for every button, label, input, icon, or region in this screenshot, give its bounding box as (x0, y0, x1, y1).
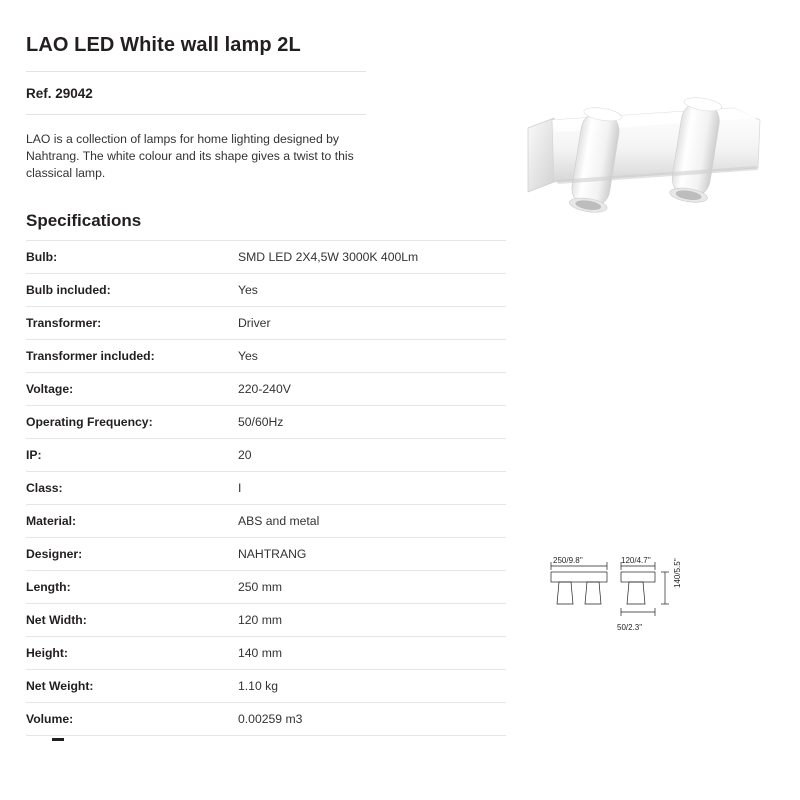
specifications-table (26, 240, 506, 736)
spec-value: 50/60Hz (238, 415, 284, 429)
table-row (26, 307, 506, 340)
dimension-label-depth: 50/2.3'' (617, 623, 643, 632)
table-row (26, 538, 506, 571)
spec-value: SMD LED 2X4,5W 3000K 400Lm (238, 250, 419, 264)
spec-label: IP: (26, 448, 42, 462)
spec-value: I (238, 481, 242, 495)
spec-label: Length: (26, 580, 71, 594)
table-row (26, 241, 506, 274)
product-header (26, 34, 366, 243)
table-row (26, 472, 506, 505)
spec-label: Bulb included: (26, 283, 111, 297)
spec-label: Volume: (26, 712, 74, 726)
specifications-table-body (26, 241, 506, 736)
spec-label: Net Weight: (26, 679, 94, 693)
table-row (26, 505, 506, 538)
spec-label: Class: (26, 481, 63, 495)
spec-value: 220-240V (238, 382, 291, 396)
table-row (26, 571, 506, 604)
spec-value: 1.10 kg (238, 679, 278, 693)
dimension-label-side-width: 120/4.7'' (621, 556, 651, 565)
spec-value: Driver (238, 316, 271, 330)
product-photo (520, 90, 790, 260)
dimension-label-height: 140/5.5'' (673, 558, 682, 588)
table-row (26, 670, 506, 703)
spec-label: Net Width: (26, 613, 87, 627)
product-description: LAO is a collection of lamps for home lighting designed by Nahtrang. The white colour and its shape gives a twist to this classical lamp. (26, 132, 354, 180)
spec-value: 250 mm (238, 580, 283, 594)
spec-label: Material: (26, 514, 77, 528)
page-title: LAO LED White wall lamp 2L (26, 34, 366, 72)
table-row (26, 406, 506, 439)
table-row (26, 703, 506, 736)
spec-label: Height: (26, 646, 68, 660)
spec-value: 140 mm (238, 646, 283, 660)
dimension-label-front-width: 250/9.8'' (553, 556, 583, 565)
spec-label: Transformer included: (26, 349, 155, 363)
table-row (26, 604, 506, 637)
spec-label: Designer: (26, 547, 83, 561)
table-row (26, 274, 506, 307)
spec-label: Transformer: (26, 316, 102, 330)
table-row (26, 373, 506, 406)
specifications-heading: Specifications (26, 211, 142, 231)
spec-label: Operating Frequency: (26, 415, 153, 429)
ce-mark-icon (24, 726, 72, 756)
dimension-drawing (545, 548, 705, 648)
spec-value: Yes (238, 349, 258, 363)
table-row (26, 439, 506, 472)
spec-value: 120 mm (238, 613, 283, 627)
product-reference: Ref. 29042 (26, 72, 366, 115)
spec-value: 0.00259 m3 (238, 712, 303, 726)
spec-label: Voltage: (26, 382, 74, 396)
spec-value: ABS and metal (238, 514, 320, 528)
spec-value: NAHTRANG (238, 547, 307, 561)
table-row (26, 637, 506, 670)
spec-value: Yes (238, 283, 258, 297)
spec-value: 20 (238, 448, 252, 462)
table-row (26, 340, 506, 373)
spec-label: Bulb: (26, 250, 58, 264)
